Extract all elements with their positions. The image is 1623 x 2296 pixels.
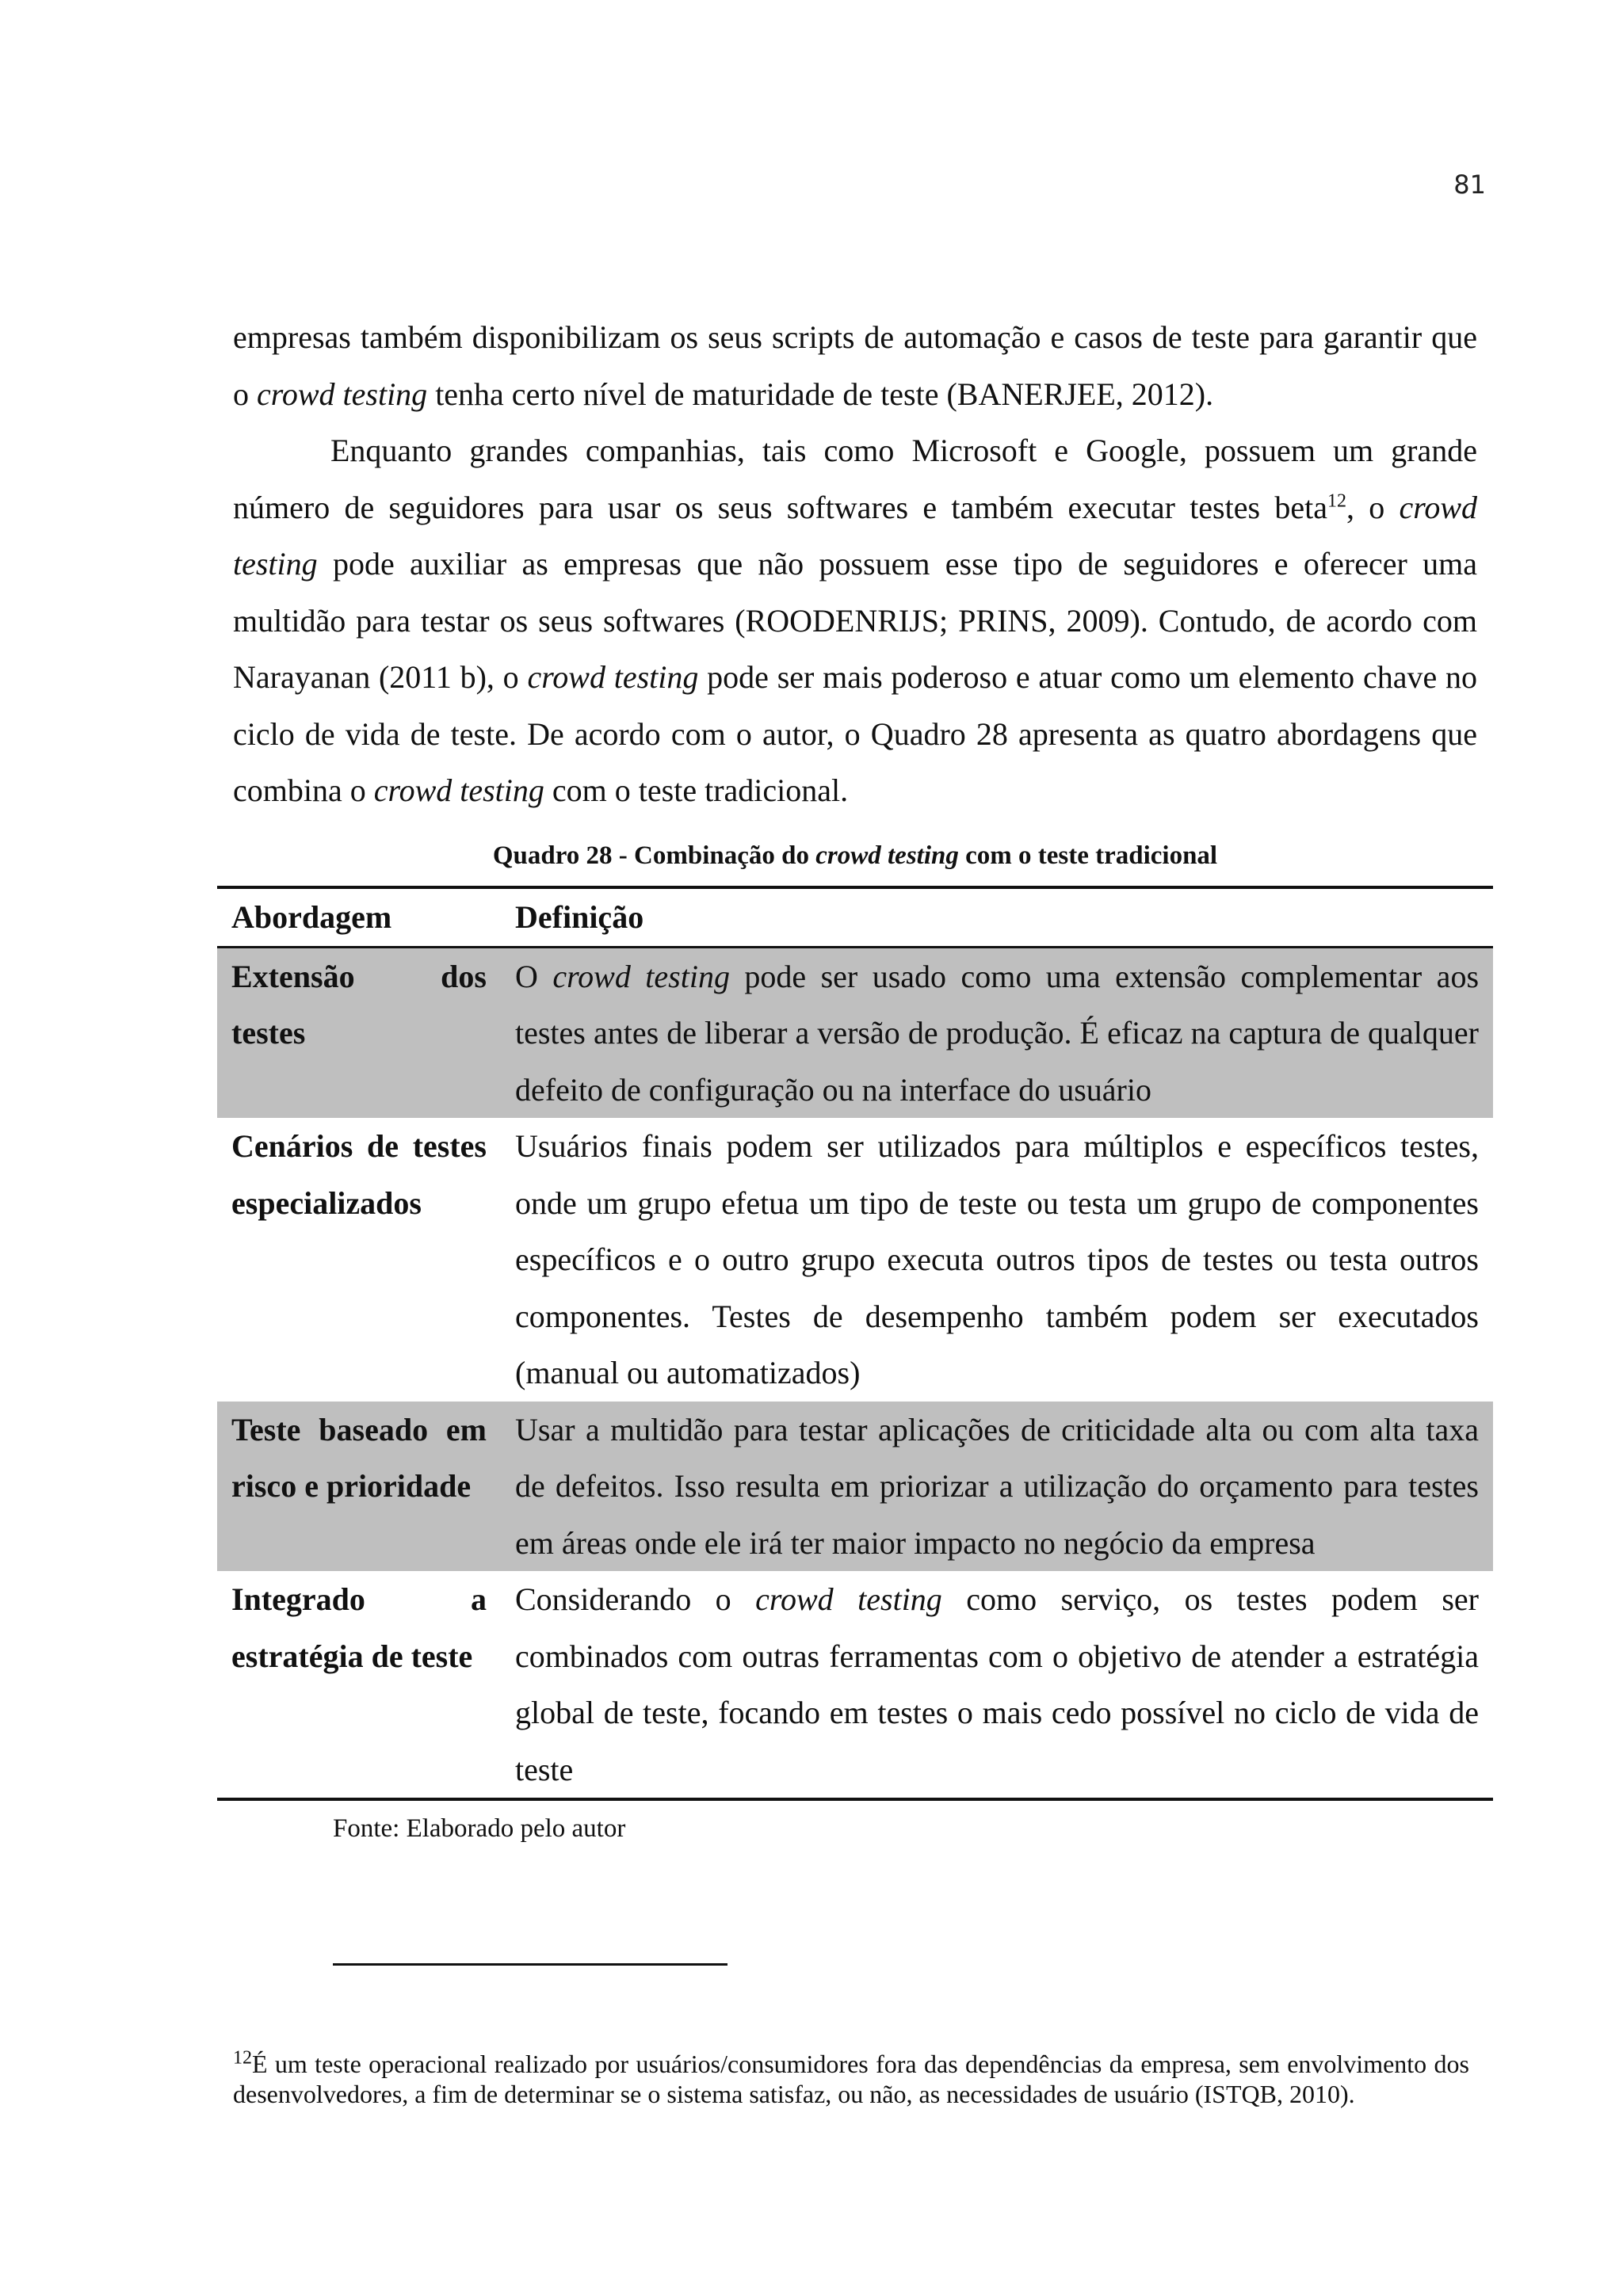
row-definicao: O crowd testing pode ser usado como uma extensão complementar aos testes antes de liberar a versão de produção. É eficaz na captura de qualquer defeito de configuração ou na interface do usuário: [501, 947, 1493, 1118]
row-definicao: Usuários finais podem ser utilizados para múltiplos e específicos testes, onde um grupo efetua um tipo de teste ou testa um grupo de componentes específicos e o outro grupo executa outros tipos de testes ou testa outros componentes. Testes de desempenho também podem ser executados (manual ou automatizados): [515, 1128, 1479, 1390]
row-abordagem: Integrado a estratégia de teste: [231, 1581, 487, 1674]
footnote: [233, 2049, 1469, 2109]
footnote-separator: [333, 1963, 727, 1966]
table-source: Fonte: Elaborado pelo autor: [333, 1814, 626, 1843]
footnote-text: É um teste operacional realizado por usuários/consumidores fora das dependências da empresa, sem envolvimento dos desenvolvedores, a fim de determinar se o sistema satisfaz, ou não, as necessidades de usuário (ISTQB, 2010).: [233, 2050, 1469, 2108]
row-definicao: Usar a multidão para testar aplicações de criticidade alta ou com alta taxa de defeitos. Isso resulta em priorizar a utilização do orçamento para testes em áreas onde ele irá ter maior impacto no negócio da empresa: [501, 1402, 1493, 1572]
row-abordagem: Teste baseado em risco e prioridade: [217, 1402, 501, 1572]
row-abordagem: Extensão dos testes: [217, 947, 501, 1118]
paragraph-1: empresas também disponibilizam os seus scripts de automação e casos de teste para garantir que o crowd testing tenha certo nível de maturidade de teste (BANERJEE, 2012).: [233, 319, 1477, 412]
row-abordagem: Cenários de testes especializados: [231, 1128, 487, 1221]
footnote-ref[interactable]: 12: [1327, 490, 1346, 512]
table-header-row: [217, 887, 1493, 947]
page-number: 81: [1453, 170, 1486, 200]
header-definicao: Definição: [515, 899, 644, 935]
header-abordagem: Abordagem: [231, 899, 392, 935]
table-row: [217, 1118, 1493, 1402]
row-definicao: Considerando o crowd testing como serviço, os testes podem ser combinados com outras ferramentas com o objetivo de atender a estratégia global de teste, focando em testes o mais cedo possível no ciclo de vida de teste: [515, 1581, 1479, 1787]
table-row: [217, 947, 1493, 1118]
paragraph-2: Enquanto grandes companhias, tais como Microsoft e Google, possuem um grande número de seguidores para usar os seus softwares e também executar testes beta$^{12}$, o crowd testing pode auxiliar as empresas que não possuem esse tipo de seguidores e oferecer uma multidão para testar os seus softwares (ROODENRIJS; PRINS, 2009). Contudo, de acordo com Narayanan (2011 b), o crowd testing pode ser mais poderoso e atuar como um elemento chave no ciclo de vida de teste. De acordo com o autor, o Quadro 28 apresenta as quatro abordagens que combina o crowd testing com o teste tradicional.: [233, 433, 1477, 808]
table-row: [217, 1402, 1493, 1572]
quadro-table: [217, 886, 1493, 1801]
table-row: [217, 1571, 1493, 1799]
footnote-number: 12: [233, 2047, 252, 2069]
body-text: [233, 309, 1477, 819]
table-caption: Quadro 28 - Combinação do crowd testing com o teste tradicional: [492, 841, 1218, 870]
